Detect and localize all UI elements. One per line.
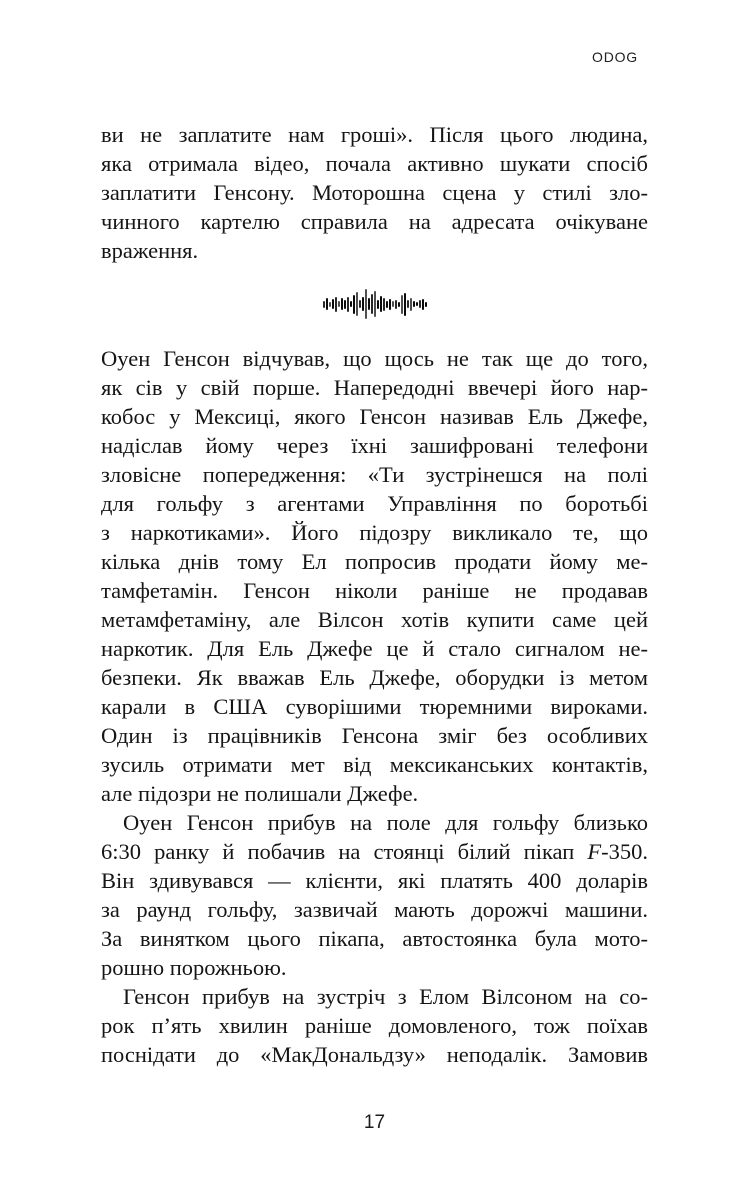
body-text bbox=[101, 120, 648, 1069]
waveform-bar bbox=[383, 298, 385, 311]
waveform-bar bbox=[413, 301, 415, 307]
text-line: метамфетаміну, але Вілсон хотів купити саме цей bbox=[101, 607, 648, 632]
waveform-bar bbox=[332, 299, 334, 309]
text-line: 6:30 ранку й побачив на стоянці білий пікап F-350. bbox=[101, 839, 648, 864]
text-line: рошно порожньою. bbox=[101, 955, 287, 980]
waveform-bar bbox=[407, 300, 409, 308]
text-line: для гольфу з агентами Управління по боротьбі bbox=[101, 491, 648, 516]
text-line: зусиль отримати мет від мексиканських контактів, bbox=[101, 752, 648, 777]
waveform-bar bbox=[386, 301, 388, 308]
waveform-bar bbox=[395, 300, 397, 309]
text-line: Один із працівників Генсона зміг без особливих bbox=[101, 723, 648, 748]
waveform-bar bbox=[419, 300, 421, 308]
waveform-bar bbox=[404, 293, 406, 316]
waveform-bar bbox=[356, 292, 358, 316]
waveform-bar bbox=[398, 302, 400, 307]
text-line: поснідати до «МакДональдзу» неподалік. Замовив bbox=[101, 1042, 648, 1067]
text-line: карали в США суворішими тюремними вироками. bbox=[101, 694, 648, 719]
text-line: зловісне попередження: «Ти зустрінешся на полі bbox=[101, 462, 648, 487]
text-line: тамфетамін. Генсон ніколи раніше не продавав bbox=[101, 578, 648, 603]
waveform-bar bbox=[410, 298, 412, 311]
text-line: Оуен Генсон відчував, що щось не так ще до того, bbox=[101, 346, 648, 371]
text-line: за раунд гольфу, зазвичай мають дорожчі машини. bbox=[101, 897, 648, 922]
waveform-bar bbox=[362, 297, 364, 311]
paragraph bbox=[101, 808, 648, 982]
waveform-bar bbox=[401, 295, 403, 314]
text-line: Він здивувався — клієнти, які платять 400 доларів bbox=[101, 868, 648, 893]
waveform-bar bbox=[365, 289, 367, 319]
text-line: ви не заплатите нам гроші». Після цього людина, bbox=[101, 122, 648, 147]
text-line: За винятком цього пікапа, автостоянка була мото- bbox=[101, 926, 648, 951]
paragraph bbox=[101, 120, 648, 265]
text-line: чинного картелю справила на адресата очікуване bbox=[101, 209, 648, 234]
text-line: рок п’ять хвилин раніше домовленого, тож поїхав bbox=[101, 1013, 648, 1038]
waveform-bar bbox=[380, 296, 382, 312]
text-line: але підозри не полишали Джефе. bbox=[101, 781, 419, 806]
waveform-bar bbox=[392, 301, 394, 307]
text-line: Оуен Генсон прибув на поле для гольфу близько bbox=[123, 810, 648, 835]
text-line: наркотик. Для Ель Джефе це й стало сигналом не- bbox=[101, 636, 648, 661]
waveform-bar bbox=[329, 302, 331, 307]
waveform-bar bbox=[422, 299, 424, 310]
waveform-bar bbox=[353, 295, 355, 314]
waveform-bar bbox=[326, 298, 328, 310]
waveform-bar bbox=[344, 300, 346, 309]
waveform-bar bbox=[341, 298, 343, 310]
text-line: надіслав йому через їхні зашифровані телефони bbox=[101, 433, 648, 458]
text-line: кілька днів тому Ел попросив продати йому ме- bbox=[101, 549, 648, 574]
text-line: яка отримала відео, почала активно шукати спосіб bbox=[101, 151, 648, 176]
text-line: кобос у Мексиці, якого Генсон називав Ель Джефе, bbox=[101, 404, 648, 429]
waveform-bar bbox=[350, 301, 352, 307]
waveform-bar bbox=[347, 297, 349, 312]
paragraph bbox=[101, 982, 648, 1069]
waveform-bar bbox=[389, 299, 391, 310]
waveform-bar bbox=[338, 301, 340, 307]
waveform-bar bbox=[335, 297, 337, 312]
text-line: з наркотиками». Його підозру викликало те, що bbox=[101, 520, 648, 545]
running-head: ODOG bbox=[592, 49, 638, 65]
text-line: як сів у свій порше. Напередодні ввечері його нар- bbox=[101, 375, 648, 400]
text-line: Генсон прибув на зустріч з Елом Вілсоном на со- bbox=[123, 984, 648, 1009]
waveform-divider-icon bbox=[101, 288, 648, 320]
paragraph bbox=[101, 344, 648, 808]
waveform-bar bbox=[368, 298, 370, 310]
waveform-bar bbox=[416, 302, 418, 306]
text-line: заплатити Генсону. Моторошна сцена у стилі зло- bbox=[101, 180, 648, 205]
waveform-bar bbox=[323, 301, 325, 308]
waveform-bar bbox=[359, 300, 361, 308]
waveform-bar bbox=[377, 300, 379, 309]
text-line: враження. bbox=[101, 238, 199, 263]
waveform-bar bbox=[371, 294, 373, 314]
waveform-bar bbox=[425, 302, 427, 307]
text-line: безпеки. Як вважав Ель Джефе, оборудки із метом bbox=[101, 665, 648, 690]
waveform-bar bbox=[374, 291, 376, 317]
page-number: 17 bbox=[363, 1112, 386, 1133]
